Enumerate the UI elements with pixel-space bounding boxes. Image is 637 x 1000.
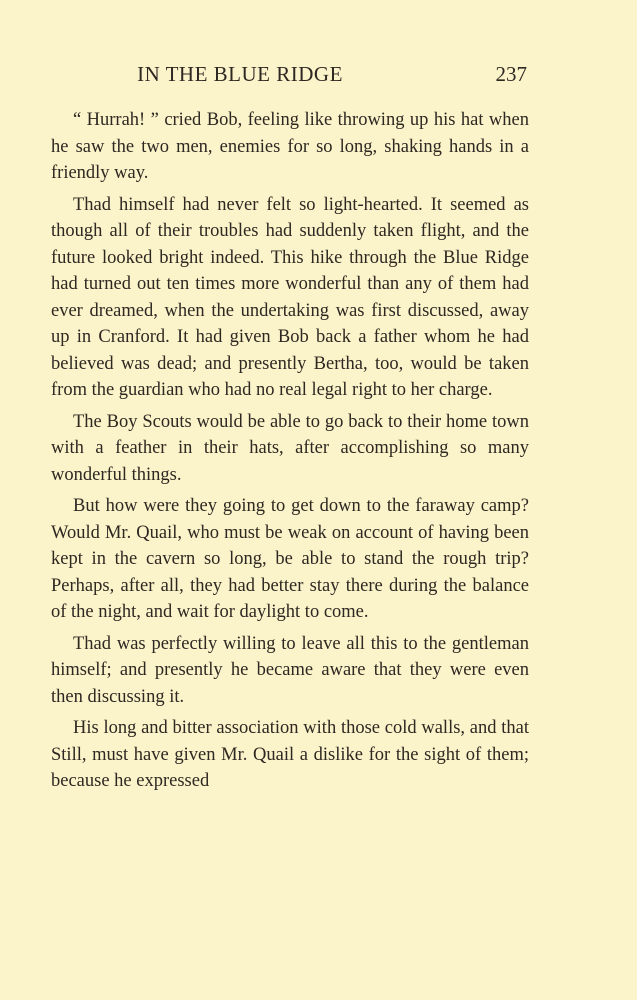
body-text	[51, 107, 529, 795]
paragraph: His long and bitter association with those cold walls, and that Still, must have given Mr. Quail a dislike for the sight of them; because he expressed	[51, 718, 529, 791]
paragraph: “ Hurrah! ” cried Bob, feeling like throwing up his hat when he saw the two men, enemies for so long, shaking hands in a friendly way.	[51, 110, 529, 183]
running-head	[0, 58, 637, 90]
paragraph: The Boy Scouts would be able to go back to their home town with a feather in their hats, after accomplishing so many wonderful things.	[51, 411, 529, 485]
paragraph: Thad himself had never felt so light-hearted. It seemed as though all of their troubles had suddenly taken flight, and the future looked bright indeed. This hike through the Blue Ridge had turned out ten times more wonderful than any of them had ever dreamed, when the undertaking was first discussed, away up in Cranford. It had given Bob back a father whom he had believed was dead; and presently Bertha, too, would be taken from the guardian who had no real legal right to her charge.	[51, 194, 529, 400]
page-number: 237	[495, 62, 527, 86]
paragraph: Thad was perfectly willing to leave all this to the gentleman himself; and presently he became aware that they were even then discussing it.	[51, 633, 529, 707]
paragraph: But how were they going to get down to the faraway camp? Would Mr. Quail, who must be weak on account of having been kept in the cavern so long, be able to stand the rough trip? Perhaps, after all, they had better stay there during the balance of the night, and wait for daylight to come.	[51, 496, 529, 622]
running-title: IN THE BLUE RIDGE	[137, 62, 343, 86]
